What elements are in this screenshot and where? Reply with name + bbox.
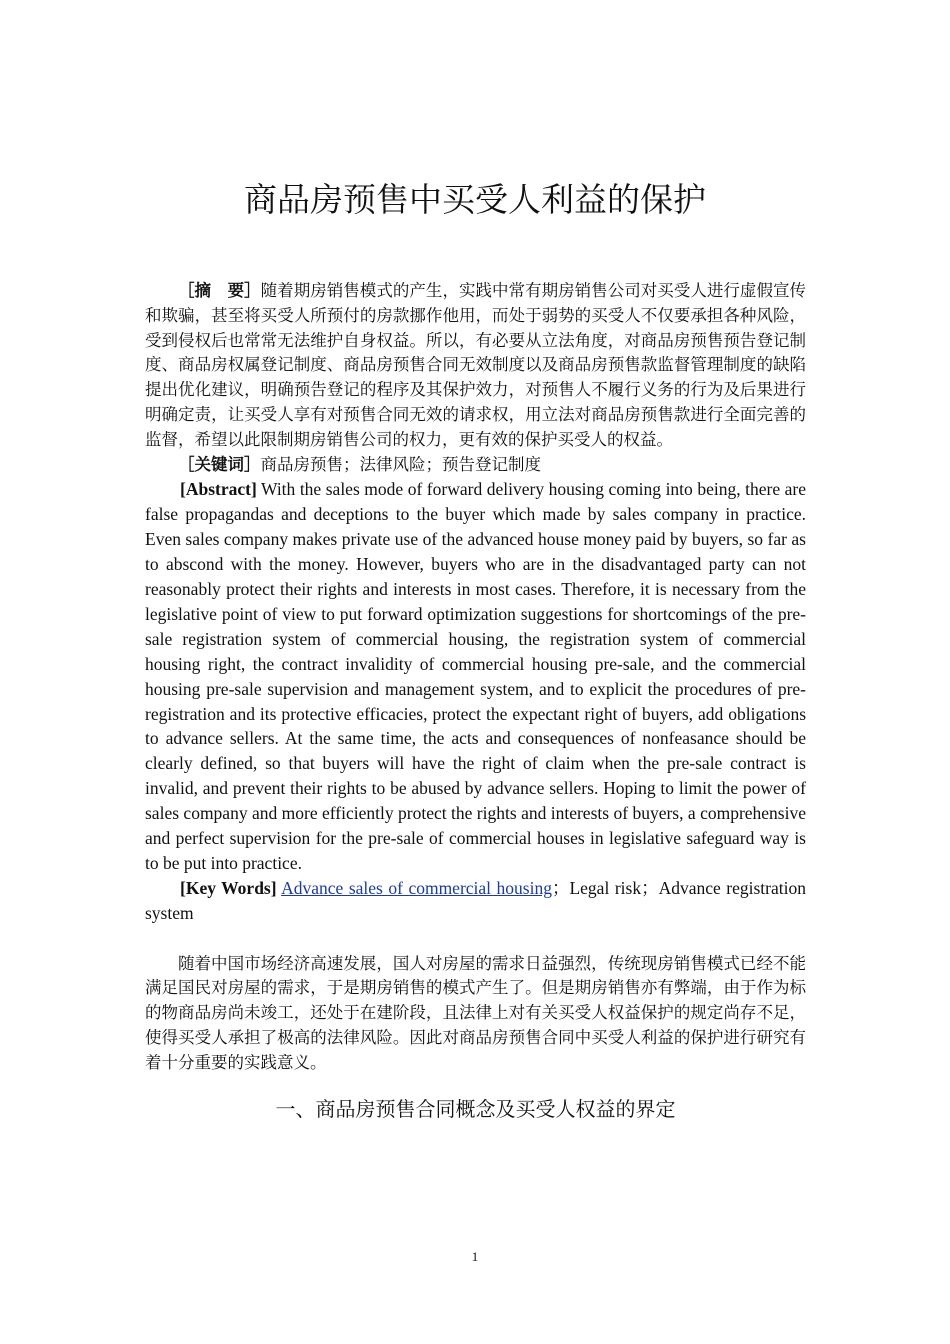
keywords-en — [145, 876, 806, 926]
abstract-en — [145, 477, 806, 876]
intro-paragraph: 随着中国市场经济高速发展，国人对房屋的需求日益强烈，传统现房销售模式已经不能满足国民对房屋的需求，于是期房销售的模式产生了。但是期房销售亦有弊端，由于作为标的物商品房尚未竣工，还处于在建阶段，且法律上对有关买受人权益保护的规定尚存不足，使得买受人承担了极高的法律风险。因此对商品房预售合同中买受人利益的保护进行研究有着十分重要的实践意义。 — [145, 953, 806, 1072]
keyword-advance-registration: Advance registration system — [145, 877, 806, 923]
document-body — [145, 279, 806, 1124]
page-title: 商品房预售中买受人利益的保护 — [244, 180, 706, 219]
abstract-en-label: [Abstract] — [180, 479, 257, 500]
keyword-separator: ； — [551, 877, 570, 898]
keywords-zh-label: ［关键词］ — [178, 454, 261, 474]
page-number: 1 — [471, 1249, 479, 1264]
abstract-zh-label: ［摘 要］ — [178, 281, 261, 300]
abstract-zh — [145, 279, 806, 453]
keyword-separator: ； — [641, 877, 659, 898]
section-heading-1: 一、商品房预售合同概念及买受人权益的界定 — [275, 1096, 676, 1121]
abstract-zh-text: 随着期房销售模式的产生，实践中常有期房销售公司对买受人进行虚假宣传和欺骗，甚至将买受人所预付的房款挪作他用，而处于弱势的买受人不仅要承担各种风险，受到侵权后也常常无法维护自身权益。所以，有必要从立法角度，对商品房预售预告登记制度、商品房权属登记制度、商品房预售合同无效制度以及商品房预售款监督管理制度的缺陷提出优化建议，明确预告登记的程序及其保护效力，对预售人不履行义务的行为及后果进行明确定责，让买受人享有对预售合同无效的请求权，用立法对商品房预售款进行全面完善的监督，希望以此限制期房销售公司的权力，更有效的保护买受人的权益。 — [145, 281, 807, 449]
abstract-en-text: With the sales mode of forward delivery housing coming into being, there are false propagandas and deceptions to the buyer which made by sales company in practice. Even sales company makes private use of the advanced house money paid by buyers, so far as to abscond with the money. However, buyers who are in the disadvantaged party can not reasonably protect their rights and interests in most cases. Therefore, it is necessary from the legislative point of view to put forward optimization suggestions for shortcomings of the pre-sale registration system of commercial housing, the registration system of commercial housing right, the contract invalidity of commercial housing pre-sale, and the commercial housing pre-sale supervision and management system, and to explicit the procedures of pre-registration and its protective efficacies, protect the expectant right of buyers, add obligations to advance sellers. At the same time, the acts and consequences of nonfeasance should be clearly defined, so that buyers will have the right of claim when the pre-sale contract is invalid, and prevent their rights to be abused by advance sellers. Hoping to limit the power of sales company and more efficiently protect the rights and interests of buyers, a comprehensive and perfect supervision for the pre-sale of commercial houses in legislative safeguard way is to be put into practice. — [145, 479, 806, 873]
keywords-en-label: [Key Words] — [180, 877, 277, 898]
keywords-zh-text: 商品房预售；法律风险；预告登记制度 — [260, 454, 541, 474]
keywords-zh — [145, 453, 806, 478]
keyword-legal-risk: Legal risk — [569, 877, 642, 898]
spacer — [145, 926, 806, 952]
keyword-link-advance-sales[interactable]: Advance sales of commercial housing — [281, 877, 552, 898]
spacer — [145, 1076, 806, 1094]
